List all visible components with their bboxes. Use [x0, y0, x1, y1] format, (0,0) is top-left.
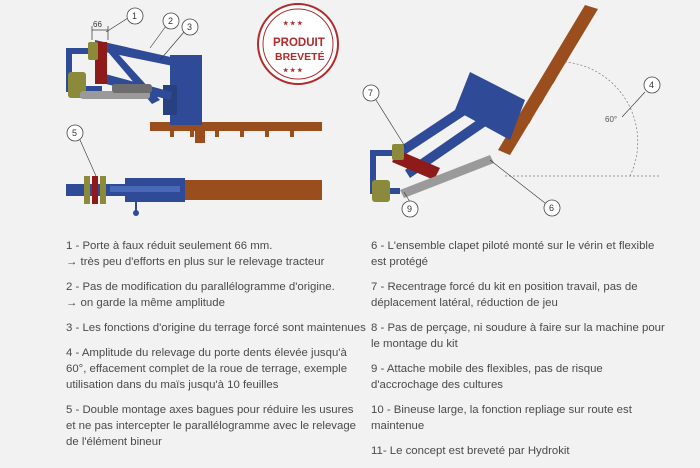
svg-text:6: 6	[549, 203, 555, 213]
raised-view-mechanism	[370, 5, 660, 202]
svg-text:9: 9	[407, 204, 413, 214]
callout-7	[363, 85, 406, 148]
callout-4	[622, 77, 660, 117]
note-2	[66, 279, 366, 311]
stamp-line2: BREVETÉ	[275, 51, 325, 63]
note-11	[371, 443, 671, 459]
note-6	[371, 238, 671, 270]
svg-text:5: 5	[72, 128, 78, 138]
note-3	[66, 320, 366, 336]
note-5-text: 5 - Double montage axes bagues pour réduire les usures et ne pas intercepter le parallélogramme avec le relevage de l'élément bineur	[66, 404, 356, 448]
stamp-stars-top: ★ ★ ★	[283, 21, 303, 27]
top-view-mechanism	[66, 176, 322, 216]
notes-right-column	[371, 238, 671, 468]
note-6-text: 6 - L'ensemble clapet piloté monté sur le vérin et flexible est protégé	[371, 240, 655, 268]
note-1-text: 1 - Porte à faux réduit seulement 66 mm.	[66, 240, 273, 252]
svg-text:7: 7	[368, 88, 374, 98]
note-8-text: 8 - Pas de perçage, ni soudure à faire sur la machine pour le montage du kit	[371, 322, 665, 350]
note-9-text: 9 - Attache mobile des flexibles, pas de risque d'accrochage des cultures	[371, 363, 603, 391]
note-1	[66, 238, 366, 270]
note-4	[66, 345, 366, 393]
note-1-sub: → très peu d'efforts en plus sur le relevage tracteur	[66, 256, 325, 268]
svg-text:4: 4	[649, 80, 655, 90]
note-9	[371, 361, 671, 393]
callout-1	[106, 8, 143, 32]
note-5	[66, 402, 366, 450]
note-10-text: 10 - Bineuse large, la fonction repliage sur route est maintenue	[371, 404, 632, 432]
callout-5	[67, 125, 96, 176]
rust-toolbar-top	[180, 180, 322, 200]
svg-text:2: 2	[168, 16, 174, 26]
dimension-66-label: 66	[93, 20, 102, 29]
stamp-line1: PRODUIT	[273, 37, 325, 49]
note-11-text: 11- Le concept est breveté par Hydrokit	[371, 445, 570, 457]
note-8	[371, 320, 671, 352]
rust-toolbar-raised	[498, 5, 598, 155]
note-3-text: 3 - Les fonctions d'origine du terrage forcé sont maintenues	[66, 322, 366, 334]
technical-illustration	[0, 0, 700, 230]
patent-stamp	[258, 4, 338, 84]
note-10	[371, 402, 671, 434]
angle-60-label: 60°	[605, 115, 618, 124]
notes-left-column	[66, 238, 366, 459]
note-2-text: 2 - Pas de modification du parallélogramme d'origine.	[66, 281, 335, 293]
note-2-sub: → on garde la même amplitude	[66, 297, 225, 309]
note-7-text: 7 - Recentrage forcé du kit en position travail, pas de déplacement latéral, réduction de jeu	[371, 281, 638, 309]
note-7	[371, 279, 671, 311]
stamp-stars-bottom: ★ ★ ★	[283, 68, 303, 74]
note-4-text: 4 - Amplitude du relevage du porte dents élevée jusqu'à 60°, effacement complet de la roue de terrage, exemple utilisation dans du maïs jusqu'à 10 feuilles	[66, 347, 348, 391]
svg-text:3: 3	[187, 22, 193, 32]
callout-6	[490, 160, 560, 216]
svg-text:1: 1	[132, 11, 138, 21]
